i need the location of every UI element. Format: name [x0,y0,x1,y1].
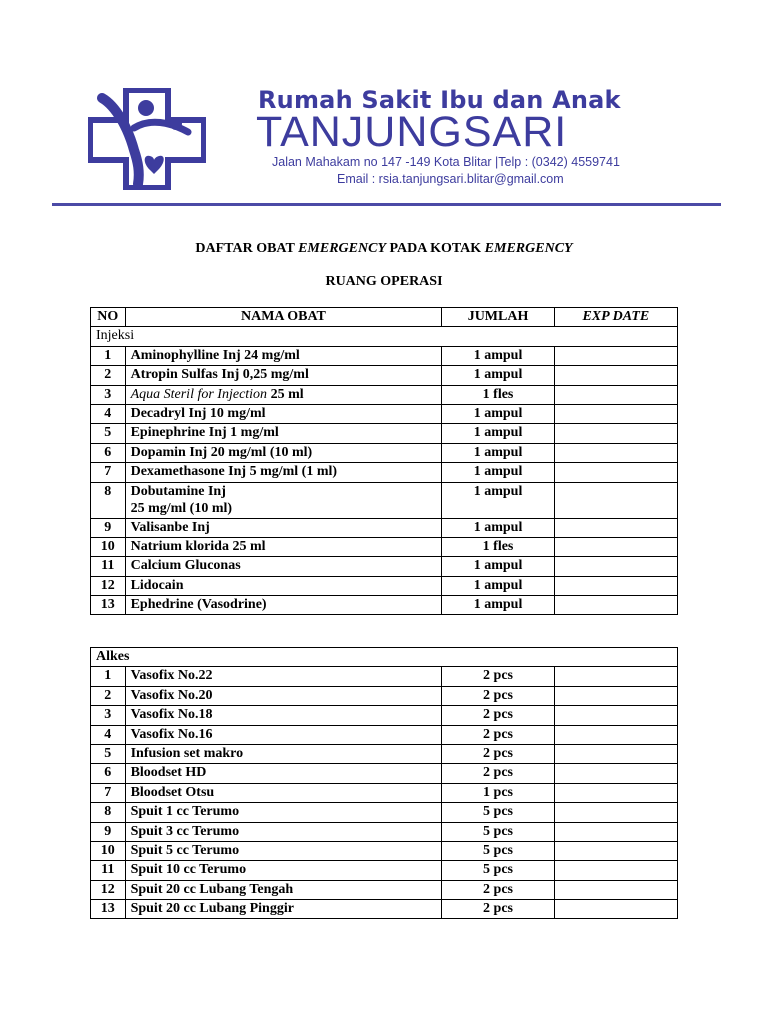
table-row [91,861,678,880]
item-name-italic: Aqua Steril for Injection [130,386,268,402]
item-name-text: Natrium klorida 25 ml [130,538,266,554]
item-name-text: Dexamethasone Inj 5 mg/ml (1 ml) [130,464,338,480]
row-number: 3 [91,385,126,404]
table-row [91,482,678,518]
row-number: 5 [91,424,126,443]
item-exp-date [554,900,677,919]
table-row [91,841,678,860]
item-name [125,880,442,899]
section-label: Alkes [91,648,678,667]
item-name [125,783,442,802]
row-number: 13 [91,596,126,615]
section-row-alkes [91,648,678,667]
item-exp-date [554,686,677,705]
table-row [91,537,678,556]
item-exp-date [554,518,677,537]
item-exp-date [554,537,677,556]
item-name-text: Spuit 10 cc Terumo [130,862,247,878]
title-part: PADA KOTAK [386,241,485,256]
item-exp-date [554,463,677,482]
table-row [91,900,678,919]
header-exp: EXP DATE [554,308,677,327]
item-name-text: Calcium Gluconas [130,558,241,574]
item-exp-date [554,725,677,744]
item-exp-date [554,764,677,783]
item-name-text: Spuit 1 cc Terumo [130,804,240,820]
item-name-text: Spuit 5 cc Terumo [130,842,240,858]
title-part: DAFTAR OBAT [195,241,299,256]
title-part-italic: EMERGENCY [484,241,573,256]
table-row [91,803,678,822]
item-quantity: 2 pcs [442,725,554,744]
row-number: 6 [91,764,126,783]
table-row [91,764,678,783]
item-quantity: 1 ampul [442,404,554,423]
item-quantity: 1 ampul [442,424,554,443]
item-quantity: 1 ampul [442,366,554,385]
document-title [0,241,768,257]
row-number: 8 [91,803,126,822]
item-exp-date [554,706,677,725]
row-number: 1 [91,667,126,686]
row-number: 3 [91,706,126,725]
item-name [125,725,442,744]
item-quantity: 2 pcs [442,880,554,899]
item-quantity: 1 ampul [442,346,554,365]
row-number: 12 [91,576,126,595]
item-name-text: Valisanbe Inj [130,519,210,535]
item-quantity: 5 pcs [442,822,554,841]
item-quantity: 1 ampul [442,596,554,615]
item-exp-date [554,404,677,423]
item-name [125,537,442,556]
letterhead [52,86,720,202]
item-name [125,744,442,763]
item-name-text: Dopamin Inj 20 mg/ml (10 ml) [130,444,313,460]
row-number: 10 [91,841,126,860]
item-quantity: 1 ampul [442,443,554,462]
item-name [125,822,442,841]
table-row [91,518,678,537]
row-number: 6 [91,443,126,462]
item-name [125,576,442,595]
row-number: 13 [91,900,126,919]
item-exp-date [554,346,677,365]
item-quantity: 1 fles [442,385,554,404]
item-name [125,366,442,385]
table-row [91,404,678,423]
item-quantity: 1 ampul [442,576,554,595]
table-row [91,576,678,595]
row-number: 4 [91,404,126,423]
table-row [91,463,678,482]
row-number: 11 [91,861,126,880]
item-name-text: Vasofix No.18 [130,707,213,723]
table-row [91,424,678,443]
row-number: 9 [91,518,126,537]
item-name [125,443,442,462]
item-exp-date [554,783,677,802]
item-exp-date [554,841,677,860]
item-quantity: 1 ampul [442,518,554,537]
item-exp-date [554,576,677,595]
item-name-text: Vasofix No.16 [130,726,213,742]
item-name-text: Dobutamine Inj [130,483,226,499]
item-name-line2: 25 mg/ml (10 ml) [130,500,233,516]
item-exp-date [554,861,677,880]
row-number: 5 [91,744,126,763]
row-number: 8 [91,482,126,518]
hospital-logo-icon [88,88,206,190]
table-row [91,822,678,841]
item-name-text: Epinephrine Inj 1 mg/ml [130,425,279,441]
item-exp-date [554,596,677,615]
item-name [125,424,442,443]
row-number: 2 [91,366,126,385]
hospital-type: Rumah Sakit Ibu dan Anak [258,86,621,114]
header-name: NAMA OBAT [125,308,442,327]
item-exp-date [554,822,677,841]
item-exp-date [554,385,677,404]
item-exp-date [554,424,677,443]
item-name [125,463,442,482]
item-name-text: Bloodset HD [130,765,207,781]
item-name-text: Aminophylline Inj 24 mg/ml [130,347,300,363]
section-label: Injeksi [91,327,678,346]
injeksi-table [90,307,678,615]
item-name [125,482,442,518]
item-exp-date [554,366,677,385]
item-quantity: 2 pcs [442,706,554,725]
item-name [125,596,442,615]
row-number: 1 [91,346,126,365]
hospital-address: Jalan Mahakam no 147 -149 Kota Blitar |Telp : (0342) 4559741 [272,155,620,169]
item-name [125,861,442,880]
item-name [125,404,442,423]
hospital-email: Email : rsia.tanjungsari.blitar@gmail.com [337,172,564,186]
row-number: 9 [91,822,126,841]
table-row [91,667,678,686]
item-name-text: Spuit 20 cc Lubang Tengah [130,881,294,897]
row-number: 2 [91,686,126,705]
item-exp-date [554,667,677,686]
item-name-rest: 25 ml [267,386,304,402]
row-number: 11 [91,557,126,576]
item-exp-date [554,443,677,462]
item-name [125,518,442,537]
table-row [91,783,678,802]
item-name [125,764,442,783]
item-exp-date [554,880,677,899]
item-name [125,686,442,705]
table-row [91,744,678,763]
row-number: 10 [91,537,126,556]
document-subtitle: RUANG OPERASI [325,274,443,289]
item-quantity: 1 fles [442,537,554,556]
item-exp-date [554,482,677,518]
item-name-text: Vasofix No.20 [130,687,213,703]
table-row [91,366,678,385]
item-name-text: Lidocain [130,577,184,593]
item-name-text: Decadryl Inj 10 mg/ml [130,405,266,421]
table-row [91,706,678,725]
header-qty: JUMLAH [442,308,554,327]
table-header-row [91,308,678,327]
item-quantity: 5 pcs [442,861,554,880]
item-name [125,557,442,576]
item-quantity: 5 pcs [442,841,554,860]
item-quantity: 2 pcs [442,667,554,686]
item-quantity: 1 ampul [442,463,554,482]
alkes-table [90,647,678,919]
row-number: 7 [91,783,126,802]
item-quantity: 2 pcs [442,686,554,705]
row-number: 12 [91,880,126,899]
item-name-text: Spuit 3 cc Terumo [130,823,240,839]
item-name [125,667,442,686]
item-quantity: 1 ampul [442,482,554,518]
table-row [91,443,678,462]
table-row [91,557,678,576]
hospital-name: TANJUNGSARI [256,108,568,156]
table-row [91,346,678,365]
table-row [91,385,678,404]
item-exp-date [554,557,677,576]
item-name-text: Spuit 20 cc Lubang Pinggir [130,901,294,917]
item-name [125,346,442,365]
item-name-text: Atropin Sulfas Inj 0,25 mg/ml [130,367,309,383]
item-quantity: 1 pcs [442,783,554,802]
item-exp-date [554,803,677,822]
item-exp-date [554,744,677,763]
item-name-text: Vasofix No.22 [130,668,213,684]
item-quantity: 2 pcs [442,744,554,763]
table-row [91,725,678,744]
item-name [125,803,442,822]
item-name-text: Infusion set makro [130,745,244,761]
table-row [91,686,678,705]
header-no: NO [91,308,126,327]
title-part-italic: EMERGENCY [298,241,387,256]
header-divider [52,203,721,206]
item-name [125,900,442,919]
row-number: 4 [91,725,126,744]
item-quantity: 1 ampul [442,557,554,576]
item-name [125,385,442,404]
item-quantity: 2 pcs [442,900,554,919]
item-name-text: Bloodset Otsu [130,784,215,800]
section-row-injeksi [91,327,678,346]
row-number: 7 [91,463,126,482]
item-name [125,706,442,725]
item-quantity: 2 pcs [442,764,554,783]
table-row [91,880,678,899]
item-quantity: 5 pcs [442,803,554,822]
item-name [125,841,442,860]
item-name-text: Ephedrine (Vasodrine) [130,597,267,613]
table-row [91,596,678,615]
